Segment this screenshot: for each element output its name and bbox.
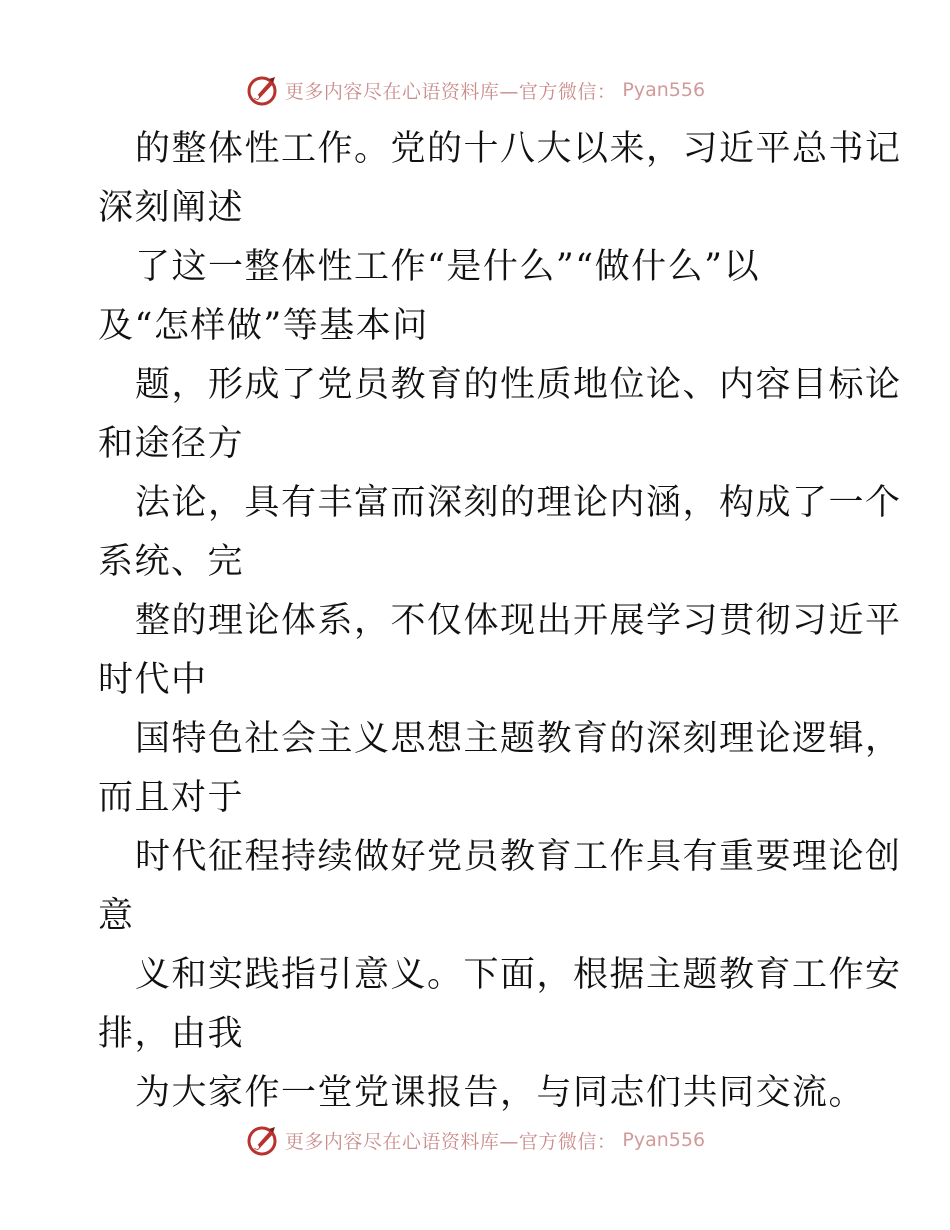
document-body [98,120,902,1123]
text-line: 整的理论体系，不仅体现出开展学习贯彻习近平 [135,601,902,641]
quill-logo-icon [245,1123,279,1157]
quill-logo-icon [245,73,279,107]
text-line: 时代中 [98,660,208,700]
header-watermark [0,70,950,110]
text-line: 时代征程持续做好党员教育工作具有重要理论创 [135,837,902,877]
text-line: 的整体性工作。党的十八大以来，习近平总书记 [135,129,902,169]
text-line: 义和实践指引意义。下面，根据主题教育工作安 [135,955,902,995]
footer-watermark [0,1120,950,1160]
text-line: 深刻阐述 [98,188,245,228]
text-line: 排，由我 [98,1014,245,1054]
text-line: 意 [98,896,135,936]
text-line: 法论，具有丰富而深刻的理论内涵，构成了一个 [135,483,902,523]
watermark-text: 更多内容尽在心语资料库—官方微信： [284,1130,617,1153]
watermark-text: 更多内容尽在心语资料库—官方微信： [284,80,617,103]
watermark-wechat-id: Pyan556 [622,1129,706,1151]
text-line: 为大家作一堂党课报告，与同志们共同交流。 [135,1073,866,1113]
text-line: 系统、完 [98,542,245,582]
text-line: 题，形成了党员教育的性质地位论、内容目标论 [135,365,902,405]
watermark-wechat-id: Pyan556 [622,79,706,101]
text-line: 及“怎样做”等基本问 [98,306,429,346]
text-line: 了这一整体性工作“是什么”“做什么”以 [135,247,761,287]
text-line: 而且对于 [98,778,245,818]
text-line: 和途径方 [98,424,245,464]
text-line: 国特色社会主义思想主题教育的深刻理论逻辑， [135,719,902,759]
